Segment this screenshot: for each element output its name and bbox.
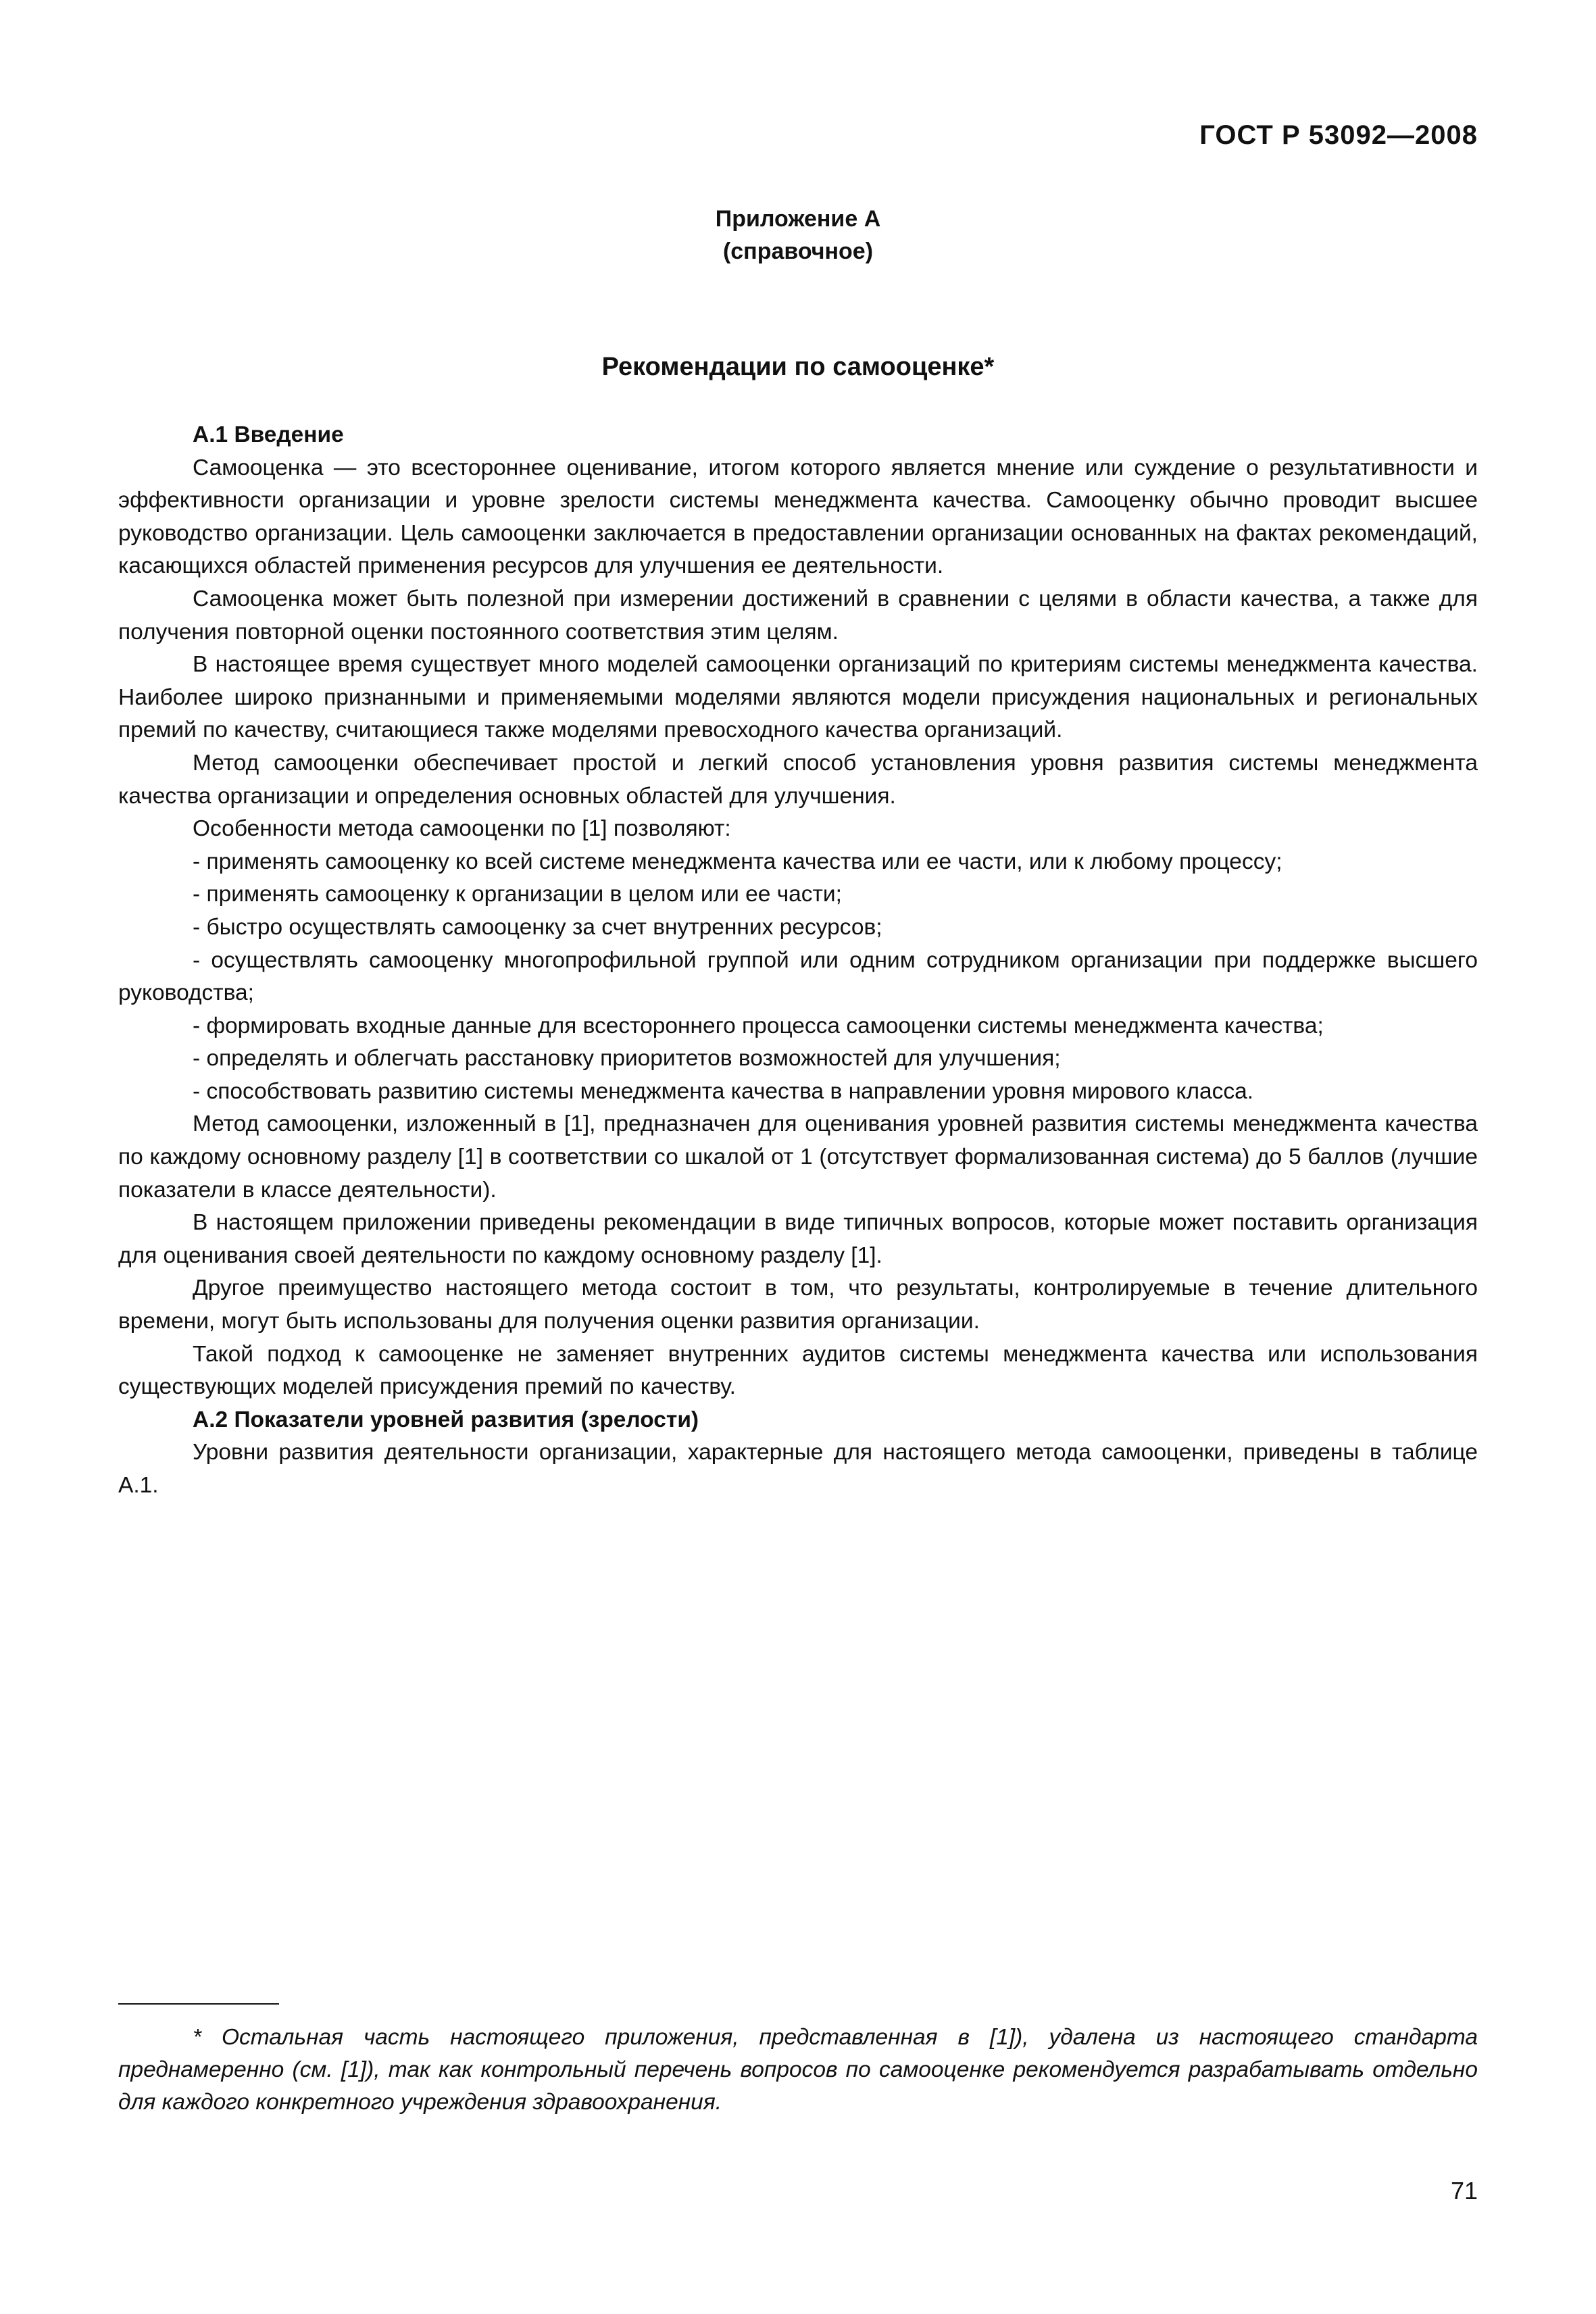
subsection-heading-a1: А.1 Введение	[193, 422, 344, 447]
paragraph: Уровни развития деятельности организации, характерные для настоящего метода самооценки, приведены в таблице А.1.	[118, 1440, 1478, 1498]
paragraph: Такой подход к самооценке не заменяет внутренних аудитов системы менеджмента качества или использования существующих моделей присуждения премий по качеству.	[118, 1341, 1478, 1400]
annex-heading	[0, 203, 1596, 268]
paragraph: В настоящем приложении приведены рекомендации в виде типичных вопросов, которые может поставить организация для оценивания своей деятельности по каждому основному разделу [1].	[118, 1210, 1478, 1268]
paragraph: Другое преимущество настоящего метода состоит в том, что результаты, контролируемые в течение длительного времени, могут быть использованы для получения оценки развития организации.	[118, 1276, 1478, 1334]
annex-type: (справочное)	[722, 238, 874, 264]
page-number: 71	[1450, 2177, 1478, 2205]
list-item: - способствовать развитию системы менеджмента качества в направлении уровня мирового класса.	[193, 1078, 1254, 1104]
list-item: - осуществлять самооценку многопрофильной группой или одним сотрудником организации при поддержке высшего руководства;	[118, 947, 1478, 1006]
subsection-heading-a2: А.2 Показатели уровней развития (зрелости)	[193, 1407, 699, 1432]
paragraph: Особенности метода самооценки по [1] позволяют:	[193, 816, 731, 842]
paragraph: Метод самооценки обеспечивает простой и легкий способ установления уровня развития системы менеджмента качества организации и определения основных областей для улучшения.	[118, 750, 1478, 809]
list-item: - определять и облегчать расстановку приоритетов возможностей для улучшения;	[193, 1046, 1061, 1072]
paragraph: Самооценка может быть полезной при измерении достижений в сравнении с целями в области качества, а также для получения повторной оценки постоянного соответствия этим целям.	[118, 586, 1478, 645]
list-item: - применять самооценку к организации в целом или ее части;	[193, 882, 842, 907]
annex-title: Приложение А	[715, 206, 881, 232]
standard-code-header: ГОСТ Р 53092—2008	[1199, 120, 1478, 150]
footnote-divider	[118, 2003, 279, 2005]
paragraph: Самооценка — это всестороннее оценивание, итогом которого является мнение или суждение о результативности и эффективности организации и уровне зрелости системы менеджмента качества. Самооценку обычно проводит высшее руководство организации. Цель самооценки заключается в предоставлении организации основанных на фактах рекомендаций, касающихся областей применения ресурсов для улучшения ее деятельности.	[118, 455, 1478, 579]
list-item: - формировать входные данные для всестороннего процесса самооценки системы менеджмента качества;	[193, 1013, 1324, 1038]
footnote: * Остальная часть настоящего приложения, представленная в [1]), удалена из настоящего стандарта преднамеренно (см. [1]), так как контрольный перечень вопросов по самооценке рекомендуется разрабатывать отдельно для каждого конкретного учреждения здравоохранения.	[118, 2025, 1478, 2115]
list-item: - быстро осуществлять самооценку за счет внутренних ресурсов;	[193, 914, 882, 940]
paragraph: В настоящее время существует много моделей самооценки организаций по критериям системы менеджмента качества. Наиболее широко признанными и применяемыми моделями являются модели присуждения национальных и региональных премий по качеству, считающиеся также моделями превосходного качества организаций.	[118, 652, 1478, 743]
body-text	[118, 419, 1478, 1503]
section-title: Рекомендации по самооценке*	[601, 353, 995, 381]
list-item: - применять самооценку ко всей системе менеджмента качества или ее части, или к любому процессу;	[193, 849, 1282, 874]
paragraph: Метод самооценки, изложенный в [1], предназначен для оценивания уровней развития системы менеджмента качества по каждому основному разделу [1] в соответствии со шкалой от 1 (отсутствует формализованная система) до 5 баллов (лучшие показатели в классе деятельности).	[118, 1111, 1478, 1203]
